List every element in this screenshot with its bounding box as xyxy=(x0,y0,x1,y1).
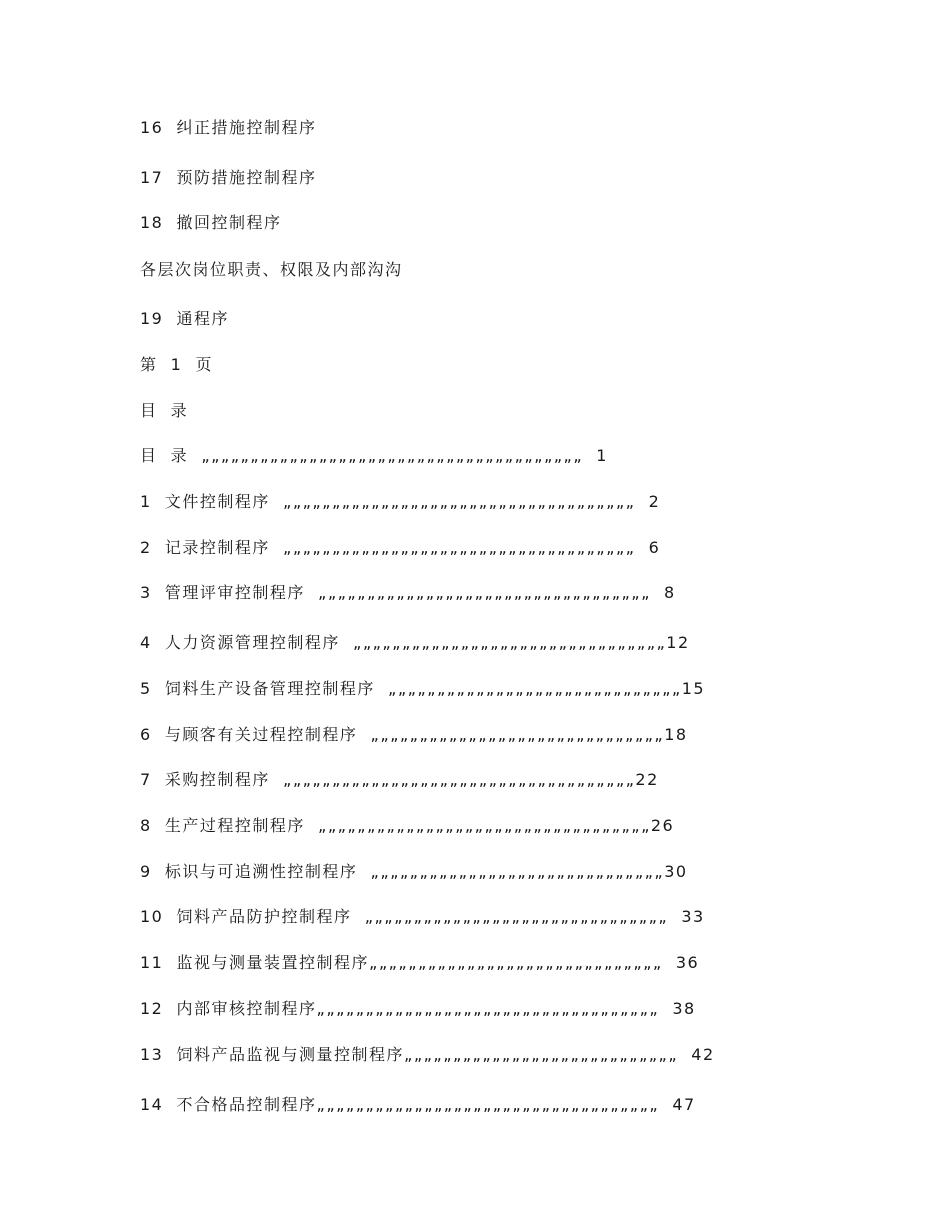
text-line: 16 纠正措施控制程序 xyxy=(140,118,317,137)
toc-entry: 2 记录控制程序 „„„„„„„„„„„„„„„„„„„„„„„„„„„„„„„„„„„„ 6 xyxy=(140,538,661,557)
toc-entry: 9 标识与可追溯性控制程序 „„„„„„„„„„„„„„„„„„„„„„„„„„„„„„30 xyxy=(140,862,688,881)
toc-entry: 7 采购控制程序 „„„„„„„„„„„„„„„„„„„„„„„„„„„„„„„„„„„„22 xyxy=(140,770,659,789)
toc-entry: 10 饲料产品防护控制程序 „„„„„„„„„„„„„„„„„„„„„„„„„„„„„„„ 33 xyxy=(140,907,705,926)
toc-entry: 13 饲料产品监视与测量控制程序„„„„„„„„„„„„„„„„„„„„„„„„„„„„ 42 xyxy=(140,1045,715,1064)
text-line: 19 通程序 xyxy=(140,309,230,328)
text-line: 各层次岗位职责、权限及内部沟沟 xyxy=(140,260,403,279)
toc-entry: 5 饲料生产设备管理控制程序 „„„„„„„„„„„„„„„„„„„„„„„„„„„„„„15 xyxy=(140,679,706,698)
toc-entry: 1 文件控制程序 „„„„„„„„„„„„„„„„„„„„„„„„„„„„„„„„„„„„ 2 xyxy=(140,492,661,511)
toc-entry: 8 生产过程控制程序 „„„„„„„„„„„„„„„„„„„„„„„„„„„„„„„„„„26 xyxy=(140,816,675,835)
text-line: 18 撤回控制程序 xyxy=(140,213,282,232)
toc-entry: 目 录 „„„„„„„„„„„„„„„„„„„„„„„„„„„„„„„„„„„„„„„ 1 xyxy=(140,446,608,465)
toc-entry: 12 内部审核控制程序„„„„„„„„„„„„„„„„„„„„„„„„„„„„„„„„„„„ 38 xyxy=(140,999,696,1018)
text-line: 17 预防措施控制程序 xyxy=(140,168,317,187)
toc-entry: 14 不合格品控制程序„„„„„„„„„„„„„„„„„„„„„„„„„„„„„„„„„„„ 47 xyxy=(140,1095,696,1114)
toc-heading: 目 录 xyxy=(140,401,189,420)
toc-entry: 11 监视与测量装置控制程序„„„„„„„„„„„„„„„„„„„„„„„„„„„„„„ 36 xyxy=(140,953,700,972)
toc-entry: 3 管理评审控制程序 „„„„„„„„„„„„„„„„„„„„„„„„„„„„„„„„„„ 8 xyxy=(140,583,676,602)
toc-entry: 4 人力资源管理控制程序 „„„„„„„„„„„„„„„„„„„„„„„„„„„„„„„„12 xyxy=(140,633,690,652)
toc-entry: 6 与顾客有关过程控制程序 „„„„„„„„„„„„„„„„„„„„„„„„„„„„„„18 xyxy=(140,725,688,744)
page-number-label: 第 1 页 xyxy=(140,355,214,374)
